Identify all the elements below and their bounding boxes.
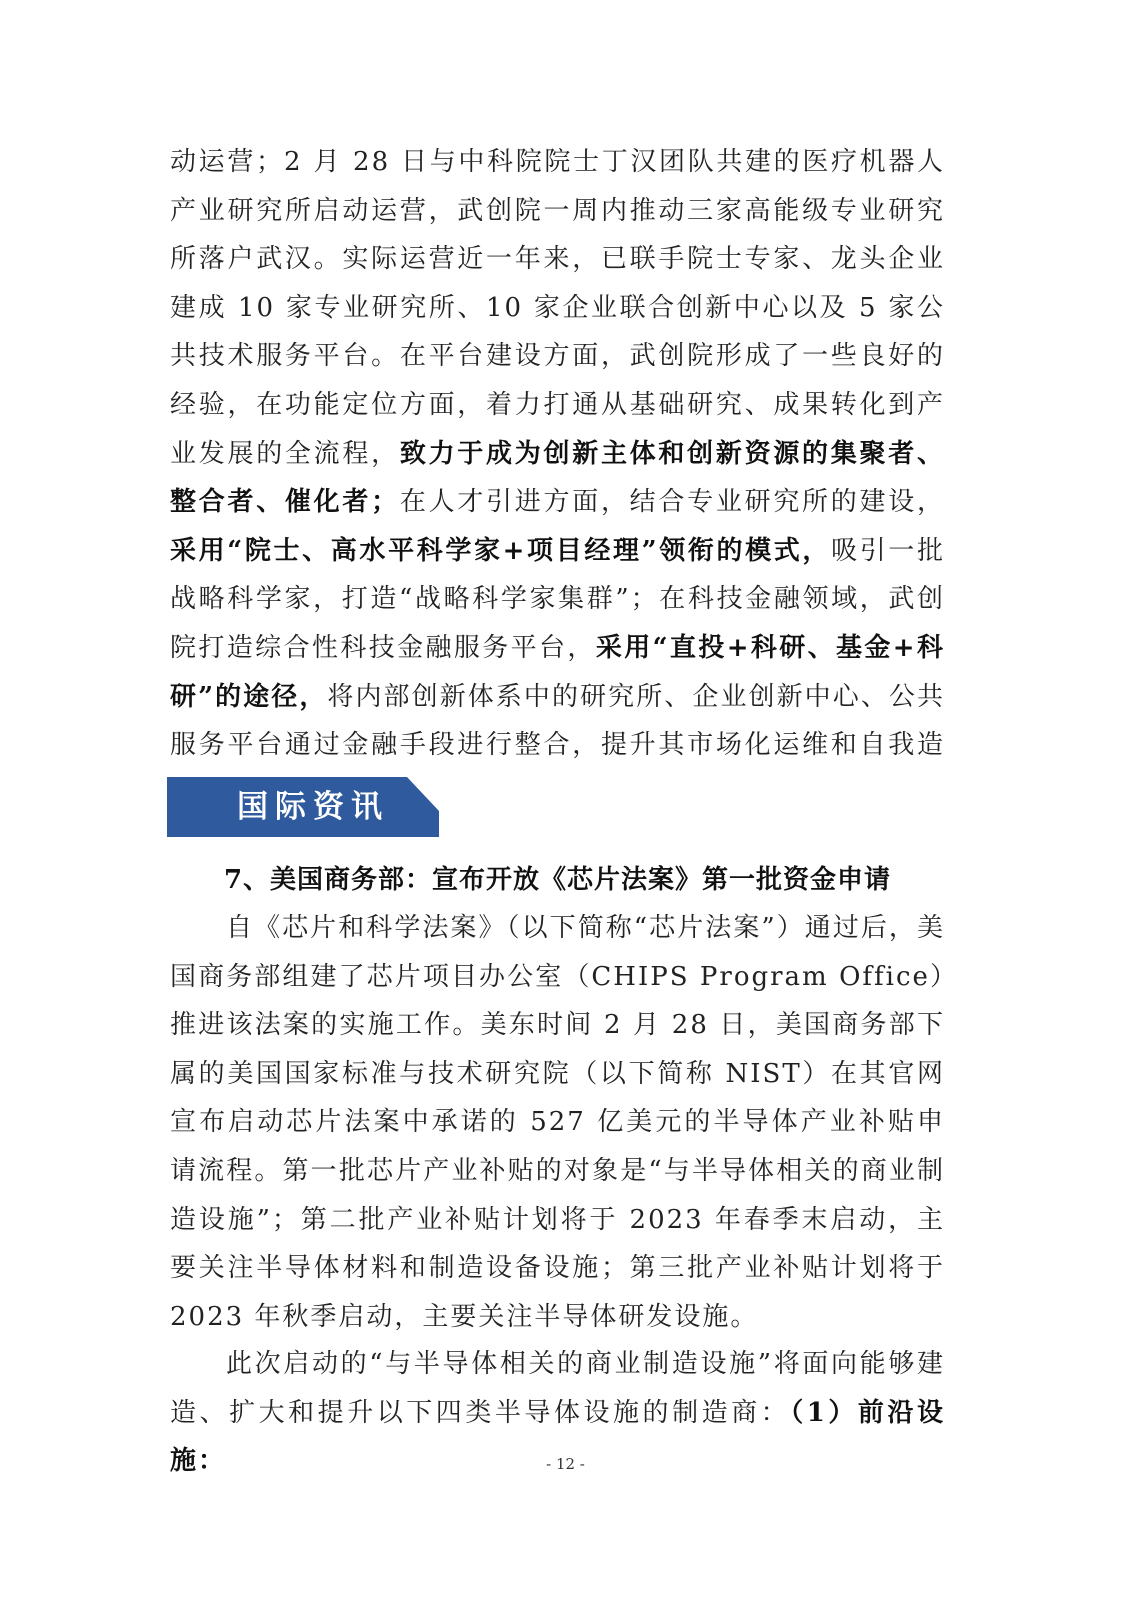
body-paragraph-2: 自《芯片和科学法案》（以下简称“芯片法案”）通过后，美国商务部组建了芯片项目办公室（CHIPS Program Office）推进该法案的实施工作。美东时间 2 月 28 日，美国商务部下属的美国国家标准与技术研究院（以下简称 NIST）在其官网宣布启动芯片法案中承诺的 527 亿美元的半导体产业补贴申请流程。第一批芯片产业补贴的对象是“与半导体相关的商业制造设施”；第二批产业补贴计划将于 2023 年春季末启动，主要关注半导体材料和制造设备设施；第三批产业补贴计划将于 2023 年秋季启动，主要关注半导体研发设施。 bbox=[170, 913, 945, 1332]
article-heading: 7、美国商务部：宣布开放《芯片法案》第一批资金申请 bbox=[223, 865, 892, 895]
paragraph-1-text-b: 在人才引进方面，结合专业研究所的建设， bbox=[399, 487, 945, 518]
paragraph-1-bold-a: 致力于成为创新主体和创新资源的集聚者、整合者、催化者； bbox=[170, 438, 945, 518]
body-paragraph-1 bbox=[170, 138, 945, 818]
paragraph-1-text-c: 吸引一批战略科学家，打造“战略科学家集群”；在科技金融领域，武创院打造综合性科技金融服务平台， bbox=[170, 535, 945, 663]
paragraph-1-bold-b: 采用“院士、高水平科学家+项目经理”领衔的模式， bbox=[170, 535, 832, 566]
paragraph-1-text-a: 动运营；2 月 28 日与中科院院士丁汉团队共建的医疗机器人产业研究所启动运营，武创院一周内推动三家高能级专业研究所落户武汉。实际运营近一年来，已联手院士专家、龙头企业建成 10 家专业研究所、10 家企业联合创新中心以及 5 家公共技术服务平台。在平台建设方面，武创院形成了一些良好的经验，在功能定位方面，着力打通从基础研究、成果转化到产业发展的全流程， bbox=[170, 147, 945, 469]
section-banner-label: 国际资讯 bbox=[237, 789, 389, 825]
paragraph-3-bold: （1）前沿设施： bbox=[170, 1397, 945, 1477]
paragraph-3-text: 此次启动的“与半导体相关的商业制造设施”将面向能够建造、扩大和提升以下四类半导体设施的制造商： bbox=[170, 1349, 945, 1428]
paragraph-1-bold-c: 采用“直投+科研、基金+科研”的途径， bbox=[170, 632, 945, 712]
section-banner bbox=[167, 777, 439, 837]
paragraph-1-text-d: 将内部创新体系中的研究所、企业创新中心、公共服务平台通过金融手段进行整合，提升其市场化运维和自我造 bbox=[170, 681, 945, 761]
page-number: - 12 - bbox=[546, 1455, 585, 1473]
